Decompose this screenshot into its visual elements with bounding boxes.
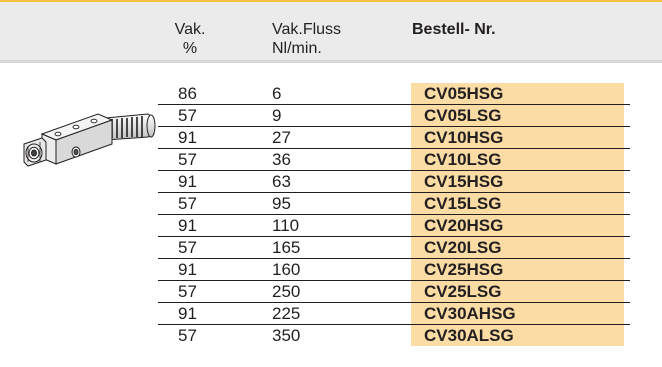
- cell-vak-percent: 57: [178, 106, 197, 125]
- order-number: CV15LSG: [424, 194, 502, 213]
- cell-vak-fluss: 9: [272, 106, 282, 125]
- cell-vak-fluss: 160: [272, 260, 301, 279]
- cell-vak-fluss: 63: [272, 172, 291, 191]
- cell-bestell-nr: [411, 237, 624, 258]
- cell-bestell-nr: [411, 171, 624, 192]
- cell-vak-percent: 57: [178, 282, 197, 301]
- order-number: CV20LSG: [424, 238, 502, 257]
- header-divider: [0, 60, 662, 63]
- cell-bestell-nr: [411, 193, 624, 214]
- table-row: [158, 149, 630, 171]
- cell-vak-percent: 57: [178, 150, 197, 169]
- cell-bestell-nr: [411, 83, 624, 104]
- table-row: [158, 281, 630, 303]
- vacuum-generator-image: [14, 96, 160, 180]
- header-fluss-label: Vak.Fluss: [272, 21, 342, 38]
- header-vak-fluss: [272, 20, 341, 58]
- order-number: CV10HSG: [424, 128, 504, 147]
- header-bestell-nr: Bestell- Nr.: [412, 21, 496, 38]
- cell-vak-percent: 57: [178, 194, 197, 213]
- order-table: [158, 83, 630, 347]
- order-number: CV30ALSG: [424, 326, 514, 345]
- table-row: [158, 259, 630, 281]
- header-vak-label: Vak.: [174, 21, 206, 38]
- cell-bestell-nr: [411, 325, 624, 346]
- cell-vak-percent: 91: [178, 172, 197, 191]
- cell-bestell-nr: [411, 303, 624, 324]
- cell-vak-fluss: 350: [272, 326, 301, 345]
- order-number: CV05HSG: [424, 84, 504, 103]
- order-number: CV20HSG: [424, 216, 504, 235]
- cell-bestell-nr: [411, 127, 624, 148]
- table-row: [158, 193, 630, 215]
- cell-vak-percent: 91: [178, 260, 197, 279]
- order-number: CV10LSG: [424, 150, 502, 169]
- cell-vak-fluss: 6: [272, 84, 282, 103]
- header-vak-unit: %: [182, 40, 198, 57]
- cell-bestell-nr: [411, 215, 624, 236]
- table-row: [158, 105, 630, 127]
- table-row: [158, 215, 630, 237]
- cell-bestell-nr: [411, 259, 624, 280]
- cell-vak-fluss: 165: [272, 238, 301, 257]
- cell-vak-percent: 57: [178, 326, 197, 345]
- order-number: CV25LSG: [424, 282, 502, 301]
- table-row: [158, 171, 630, 193]
- cell-vak-percent: 91: [178, 216, 197, 235]
- cell-vak-percent: 91: [178, 128, 197, 147]
- order-number: CV30AHSG: [424, 304, 516, 323]
- cell-vak-fluss: 36: [272, 150, 291, 169]
- table-row: [158, 325, 630, 347]
- cell-bestell-nr: [411, 105, 624, 126]
- cell-vak-percent: 91: [178, 304, 197, 323]
- cell-vak-fluss: 27: [272, 128, 291, 147]
- order-number: CV15HSG: [424, 172, 504, 191]
- table-row: [158, 127, 630, 149]
- table-row: [158, 83, 630, 105]
- cell-vak-percent: 86: [178, 84, 197, 103]
- cell-vak-fluss: 110: [272, 216, 300, 235]
- cell-vak-fluss: 95: [272, 194, 291, 213]
- header-vak: [168, 20, 212, 58]
- header-fluss-unit: Nl/min.: [272, 40, 322, 57]
- table-header: [0, 2, 662, 60]
- cell-vak-fluss: 225: [272, 304, 301, 323]
- table-row: [158, 237, 630, 259]
- cell-vak-fluss: 250: [272, 282, 301, 301]
- cell-bestell-nr: [411, 149, 624, 170]
- order-number: CV05LSG: [424, 106, 502, 125]
- table-row: [158, 303, 630, 325]
- cell-vak-percent: 57: [178, 238, 197, 257]
- cell-bestell-nr: [411, 281, 624, 302]
- order-number: CV25HSG: [424, 260, 504, 279]
